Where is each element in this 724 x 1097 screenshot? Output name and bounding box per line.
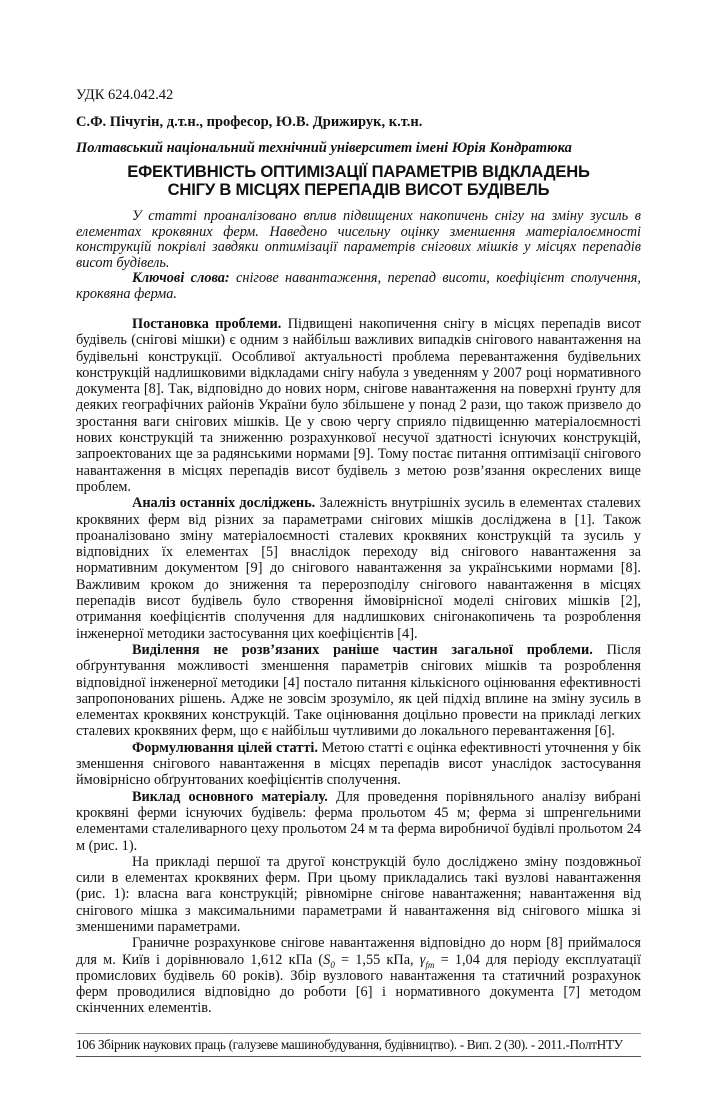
paragraph-lead: Виділення не розв’язаних раніше частин загальної проблеми. bbox=[132, 641, 593, 658]
paragraph bbox=[76, 935, 641, 1016]
paragraph-text: = 1,04 для періоду експлуатації промислових будівель 60 років). Збір вузлового навантаження та статичний розрахунок ферм проводилися відповідно до роботи [6] і нормативного документа [7] методом скінченних елементів. bbox=[76, 951, 641, 1017]
subscript: 0 bbox=[330, 959, 335, 970]
document-page bbox=[76, 0, 641, 1097]
paragraph-text: Підвищені накопичення снігу в місцях перепадів висот будівель (снігові мішки) є одним з найбільш важливих випадків снігового навантаження на будівельні конструкції. Особливої актуальності проблема перевантаження будівельних конструкцій надлишковими відкладами снігу набула з уведенням у 2007 році нормативного документа [8]. Так, відповідно до нових норм, снігове навантаження на поверхні ґрунту для деяких географічних районів України було збільшене у понад 2 рази, що також призвело до зростання ваги снігових мішків. Це у свою чергу сприяло підвищенню матеріалоємності нових конструкцій та зниженню розрахункової несучої здатності існуючих конструкцій, запроектованих ще за радянськими нормами [9]. Тому постає питання оптимізації снігового навантаження в місцях перепадів висот будівель з метою розв’язання окреслених вище проблем. bbox=[76, 316, 641, 495]
paragraph-lead: Виклад основного матеріалу. bbox=[132, 788, 328, 805]
keywords-label: Ключові слова: bbox=[132, 270, 230, 286]
keywords bbox=[76, 271, 641, 302]
paragraph bbox=[76, 316, 641, 495]
paragraph-lead: Постановка проблеми. bbox=[132, 316, 282, 332]
paragraph bbox=[76, 495, 641, 642]
article-body bbox=[76, 316, 641, 1017]
university: Полтавський національний технічний університет імені Юрія Кондратюка bbox=[76, 140, 572, 156]
paragraph-text: Граничне розрахункове снігове навантаження відповідно до норм [8] приймалося для м. Київ і дорівнювало 1,612 кПа ( bbox=[76, 935, 641, 968]
subscript: fm bbox=[425, 959, 435, 970]
paragraph-text: Залежність внутрішніх зусиль в елементах сталевих кроквяних ферм від різних за параметрами снігових мішків досліджена в [1]. Також проаналізовано зміну матеріалоємності сталевих кроквяних конструкцій та зусиль у відповідних їх елементах [5] внаслідок переходу від снігового навантаження за нормативним документом [9] до снігового навантаження за українськими нормами [8]. Важливим кроком до зниження та перерозподілу снігового навантаження в місцях перепадів висот будівель було створення ймовірнісної моделі снігових мішків [2], отримання коефіцієнтів сполучення для надлишкових снігонакопичень та розроблення інженерної методики застосування цих коефіцієнтів [4]. bbox=[76, 495, 641, 642]
title-line-1: ЕФЕКТИВНІСТЬ ОПТИМІЗАЦІЇ ПАРАМЕТРІВ ВІДКЛАДЕНЬ bbox=[127, 162, 590, 181]
paragraph bbox=[76, 789, 641, 854]
paragraph-text: Для проведення порівняльного аналізу вибрані кроквяні ферми існуючих будівель: ферма прольотом 45 м; ферма зі шпренгельними елементами сталеливарного цеху прольотом 24 м та ферма виробничої будівлі прольотом 24 м (рис. 1). bbox=[76, 788, 641, 854]
paragraph bbox=[76, 642, 641, 740]
udk-code: УДК 624.042.42 bbox=[76, 87, 174, 103]
paragraph-text: На прикладі першої та другої конструкцій було досліджено зміну поздовжньої сили в елементах кроквяних ферм. При цьому прикладались такі вузлові навантаження (рис. 1): власна вага конструкцій; рівномірне снігове навантаження; навантаження від снігового мішка з максимальними параметрами й навантаження від снігового мішка зі зменшеними параметрами. bbox=[76, 853, 641, 935]
paragraph bbox=[76, 740, 641, 789]
paragraph-text: Після обґрунтування можливості зменшення параметрів снігових мішків та розроблення відповідної інженерної методики [4] постало питання кількісного оцінювання ефективності запропонованих рішень. Адже не зовсім зрозуміло, як цей підхід вплине на зміну зусиль в елементах кроквяних конструкцій. Таке оцінювання доцільно провести на прикладі легких сталевих кроквяних ферм, що є найбільш чутливими до локального перевантаження [6]. bbox=[76, 641, 641, 740]
paragraph bbox=[76, 854, 641, 935]
title-line-2: СНІГУ В МІСЦЯХ ПЕРЕПАДІВ ВИСОТ БУДІВЕЛЬ bbox=[167, 180, 550, 199]
abstract bbox=[76, 209, 641, 302]
authors: С.Ф. Пічугін, д.т.н., професор, Ю.В. Дрижирук, к.т.н. bbox=[76, 114, 423, 130]
page-footer: 106 Збірник наукових праць (галузеве машинобудування, будівництво). - Вип. 2 (30). - 2011.-ПолтНТУ bbox=[76, 1033, 641, 1057]
formula-s0 bbox=[323, 952, 335, 968]
paragraph-lead: Аналіз останніх досліджень. bbox=[132, 495, 316, 512]
paragraph-lead: Формулювання цілей статті. bbox=[132, 739, 318, 756]
symbol: γ bbox=[419, 951, 426, 968]
abstract-text: У статті проаналізовано вплив підвищених накопичень снігу на зміну зусиль в елементах кроквяних ферм. Наведено чисельну оцінку зменшення матеріалоємності конструкцій покрівлі завдяки оптимізації параметрів снігових мішків у місцях перепадів висот будівель. bbox=[76, 208, 641, 271]
article-title bbox=[76, 163, 641, 199]
keywords-text: снігове навантаження, перепад висоти, коефіцієнт сполучення, кроквяна ферма. bbox=[76, 270, 641, 302]
formula-gamma bbox=[420, 952, 435, 968]
paragraph-text: = 1,55 кПа, bbox=[334, 951, 420, 968]
symbol: S bbox=[323, 951, 331, 968]
paragraph-text: Метою статті є оцінка ефективності уточнення у бік зменшення снігового навантаження в місцях перепадів висот унаслідок застосування ймовірнісно обґрунтованих коефіцієнтів сполучення. bbox=[76, 739, 641, 789]
